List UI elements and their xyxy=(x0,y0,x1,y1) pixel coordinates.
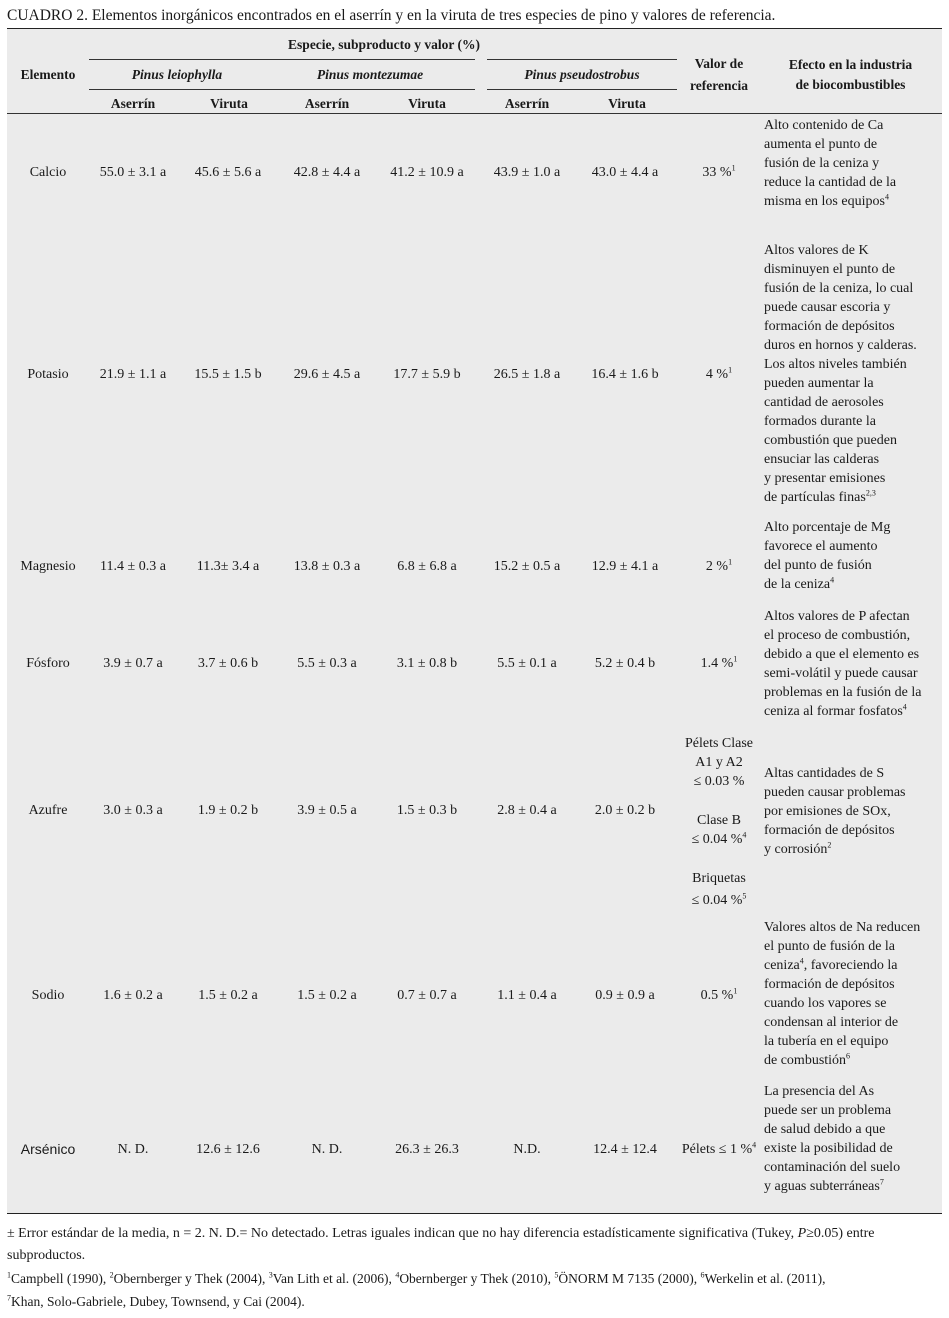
effect-fragment: Alto porcentaje de Mg xyxy=(764,520,891,535)
reference-text: A1 y A2 xyxy=(695,755,743,770)
effect-fragment: cuando los vapores se xyxy=(764,996,887,1011)
header-sub-2: Viruta xyxy=(210,96,248,111)
reference-text: 0.5 % xyxy=(700,988,734,1003)
header-species-1: Pinus leiophylla xyxy=(131,67,223,82)
effect-sup: 4 xyxy=(799,956,804,966)
effect-line xyxy=(764,626,942,645)
header-bottom-rule xyxy=(7,113,942,114)
effect-fragment: contaminación del suelo xyxy=(764,1160,901,1175)
reference-sup: 5 xyxy=(742,891,747,901)
reference-value xyxy=(679,772,759,791)
species-rule-3 xyxy=(487,59,677,60)
effect-fragment: , favoreciendo la xyxy=(803,958,898,973)
effect-sup: 6 xyxy=(846,1051,851,1061)
effect-fragment: ensuciar las calderas xyxy=(764,452,880,467)
reference-sup: 1 xyxy=(728,365,733,375)
species-rule-1 xyxy=(89,59,265,60)
header-element: Elemento xyxy=(20,67,76,82)
value-cell: 1.5 ± 0.2 a xyxy=(297,988,357,1003)
reference-value xyxy=(679,365,759,384)
effect-line xyxy=(764,1013,942,1032)
effect-fragment: formación de depósitos xyxy=(764,319,895,334)
effect-sup: 2 xyxy=(827,840,832,850)
value-cell: 5.2 ± 0.4 b xyxy=(594,656,656,671)
effect-fragment: fusión de la ceniza y xyxy=(764,156,880,171)
effect-fragment: debido a que el elemento es xyxy=(764,647,920,662)
value-cell: 12.6 ± 12.6 xyxy=(196,1142,260,1157)
reference-sup: 1 xyxy=(733,654,738,664)
reference-text: ≤ 0.04 % xyxy=(691,893,743,908)
effect-line xyxy=(764,556,942,575)
value-cell: 55.0 ± 3.1 a xyxy=(99,165,167,180)
reference-value xyxy=(669,1140,769,1159)
effect-line xyxy=(764,994,942,1013)
header-reference-2: referencia xyxy=(690,78,748,93)
value-cell: 2.0 ± 0.2 b xyxy=(594,803,656,818)
reference-value xyxy=(679,811,759,830)
header-group: Especie, subproducto y valor (%) xyxy=(288,37,480,52)
reference-text: 33 % xyxy=(702,165,732,180)
element-name: Calcio xyxy=(29,165,67,180)
effect-fragment: ceniza al formar fosfatos xyxy=(764,704,903,719)
ref-sup: 1 xyxy=(7,1270,11,1280)
ref-text-7: Khan, Solo-Gabriele, Dubey, Townsend, y Cai (2004). xyxy=(11,1294,305,1309)
footnote-stats-cont: subproductos. xyxy=(7,1248,86,1263)
value-cell: 11.4 ± 0.3 a xyxy=(100,559,166,574)
effect-line xyxy=(764,764,942,783)
ref-text: Obernberger y Thek (2004), xyxy=(113,1271,269,1286)
effect-text xyxy=(764,116,942,211)
element-name: Azufre xyxy=(28,803,68,818)
header-reference-1: Valor de xyxy=(694,56,744,71)
reference-text: Clase B xyxy=(697,813,741,828)
effect-fragment: formación de depósitos xyxy=(764,823,895,838)
effect-fragment: pueden causar problemas xyxy=(764,785,906,800)
effect-fragment: misma en los equipos xyxy=(764,194,885,209)
header-sub-6: Viruta xyxy=(608,96,646,111)
footnote-stats-a: ± Error estándar de la media, n = 2. N. D.= No detectado. Letras iguales indican que no hay diferencia estadísticamente significativa (Tukey, xyxy=(7,1226,798,1241)
effect-line xyxy=(764,1032,942,1051)
effect-line xyxy=(764,116,942,135)
effect-line xyxy=(764,1101,942,1120)
value-cell: 1.1 ± 0.4 a xyxy=(497,988,557,1003)
effect-fragment: y presentar emisiones xyxy=(764,471,886,486)
value-cell: 6.8 ± 6.8 a xyxy=(397,559,457,574)
effect-line xyxy=(764,450,942,469)
reference-sup: 1 xyxy=(733,986,738,996)
effect-line xyxy=(764,840,942,859)
reference-value xyxy=(679,986,759,1005)
effect-line xyxy=(764,431,942,450)
effect-line xyxy=(764,645,942,664)
reference-sup: 4 xyxy=(752,1140,757,1150)
effect-text xyxy=(764,607,942,721)
reference-text: Pélets Clase xyxy=(684,736,754,751)
effect-fragment: la tubería en el equipo xyxy=(764,1034,889,1049)
ref-text: Van Lith et al. (2006), xyxy=(272,1271,396,1286)
ref-sup: 6 xyxy=(700,1270,705,1280)
effect-fragment: el punto de fusión de la xyxy=(764,939,896,954)
value-cell: 5.5 ± 0.1 a xyxy=(497,656,557,671)
effect-fragment: favorece el aumento xyxy=(764,539,878,554)
sub-rule-3 xyxy=(487,89,677,90)
header-sub-1: Aserrín xyxy=(110,96,156,111)
value-cell: 11.3± 3.4 a xyxy=(196,559,260,574)
effect-fragment: semi-volátil y puede causar xyxy=(764,666,918,681)
effect-text xyxy=(764,1082,942,1196)
reference-text: 1.4 % xyxy=(700,656,734,671)
effect-fragment: Altos valores de K xyxy=(764,243,869,258)
effect-fragment: el proceso de combustión, xyxy=(764,628,911,643)
sub-rule-2 xyxy=(265,89,475,90)
reference-value xyxy=(679,654,759,673)
value-cell: 43.9 ± 1.0 a xyxy=(493,165,561,180)
effect-line xyxy=(764,702,942,721)
effect-line xyxy=(764,607,942,626)
value-cell: 1.5 ± 0.3 b xyxy=(396,803,458,818)
effect-fragment: fusión de la ceniza, lo cual xyxy=(764,281,914,296)
reference-text: ≤ 0.04 % xyxy=(691,832,743,847)
effect-fragment: y aguas subterráneas xyxy=(764,1179,880,1194)
ref-sup: 2 xyxy=(109,1270,114,1280)
effect-text xyxy=(764,241,942,507)
effect-sup: 2,3 xyxy=(865,488,876,498)
effect-fragment: por emisiones de SOx, xyxy=(764,804,891,819)
effect-text xyxy=(764,918,942,1070)
value-cell: 2.8 ± 0.4 a xyxy=(497,803,557,818)
effect-fragment: puede causar escoria y xyxy=(764,300,891,315)
effect-line xyxy=(764,355,942,374)
value-cell: 3.7 ± 0.6 b xyxy=(197,656,259,671)
effect-line xyxy=(764,683,942,702)
effect-fragment: pueden aumentar la xyxy=(764,376,874,391)
effect-line xyxy=(764,1051,942,1070)
reference-value xyxy=(679,557,759,576)
header-sub-5: Aserrín xyxy=(504,96,550,111)
table-caption: CUADRO 2. Elementos inorgánicos encontrados en el aserrín y en la viruta de tres especies de pino y valores de referencia. xyxy=(7,7,776,24)
effect-line xyxy=(764,1082,942,1101)
effect-fragment: duros en hornos y calderas. xyxy=(764,338,917,353)
effect-fragment: disminuyen el punto de xyxy=(764,262,896,277)
effect-fragment: combustión que pueden xyxy=(764,433,897,448)
value-cell: 3.1 ± 0.8 b xyxy=(396,656,458,671)
header-effect-1: Efecto en la industria xyxy=(788,57,913,72)
effect-line xyxy=(764,918,942,937)
value-cell: 12.9 ± 4.1 a xyxy=(591,559,659,574)
value-cell: N. D. xyxy=(311,1142,343,1157)
effect-line xyxy=(764,664,942,683)
effect-line xyxy=(764,469,942,488)
effect-fragment: reduce la cantidad de la xyxy=(764,175,897,190)
effect-fragment: problemas en la fusión de la xyxy=(764,685,922,700)
element-name: Fósforo xyxy=(26,656,70,671)
effect-line xyxy=(764,975,942,994)
ref-sup: 3 xyxy=(268,1270,273,1280)
reference-value xyxy=(679,869,759,888)
species-rule-2 xyxy=(265,59,475,60)
element-name: Sodio xyxy=(31,988,65,1003)
header-species-2: Pinus montezumae xyxy=(316,67,424,82)
effect-sup: 4 xyxy=(884,192,889,202)
effect-line xyxy=(764,241,942,260)
reference-value xyxy=(679,830,759,849)
effect-line xyxy=(764,154,942,173)
effect-line xyxy=(764,488,942,507)
reference-text: 4 % xyxy=(705,367,729,382)
footnote-p: P xyxy=(797,1226,807,1241)
effect-line xyxy=(764,298,942,317)
value-cell: 41.2 ± 10.9 a xyxy=(390,165,464,180)
value-cell: N.D. xyxy=(513,1142,541,1157)
header-sub-3: Aserrín xyxy=(304,96,350,111)
value-cell: 1.6 ± 0.2 a xyxy=(103,988,163,1003)
effect-fragment: Alto contenido de Ca xyxy=(764,118,884,133)
effect-line xyxy=(764,821,942,840)
effect-line xyxy=(764,317,942,336)
effect-fragment: aumenta el punto de xyxy=(764,137,878,152)
value-cell: 3.9 ± 0.7 a xyxy=(103,656,163,671)
effect-text xyxy=(764,518,942,594)
effect-line xyxy=(764,1120,942,1139)
header-species-3: Pinus pseudostrobus xyxy=(524,67,640,82)
value-cell: 15.5 ± 1.5 b xyxy=(194,367,262,382)
reference-text: 2 % xyxy=(705,559,729,574)
footnote-references xyxy=(7,1267,947,1291)
ref-sup: 4 xyxy=(395,1270,400,1280)
effect-line xyxy=(764,956,942,975)
ref-text: Werkelin et al. (2011), xyxy=(704,1271,826,1286)
effect-line xyxy=(764,518,942,537)
reference-value xyxy=(679,163,759,182)
reference-text: Pélets ≤ 1 % xyxy=(681,1142,753,1157)
value-cell: 0.7 ± 0.7 a xyxy=(397,988,457,1003)
footnote-stats-b: ≥0.05) entre xyxy=(806,1226,875,1241)
effect-fragment: Altas cantidades de S xyxy=(764,766,885,781)
value-cell: 42.8 ± 4.4 a xyxy=(293,165,361,180)
effect-fragment: La presencia del As xyxy=(764,1084,875,1099)
effect-fragment: formación de depósitos xyxy=(764,977,895,992)
value-cell: 1.9 ± 0.2 b xyxy=(197,803,259,818)
element-name: Arsénico xyxy=(20,1141,76,1157)
effect-line xyxy=(764,937,942,956)
reference-text: ≤ 0.03 % xyxy=(693,774,745,789)
value-cell: 5.5 ± 0.3 a xyxy=(297,656,357,671)
value-cell: 16.4 ± 1.6 b xyxy=(591,367,659,382)
effect-line xyxy=(764,135,942,154)
effect-fragment: de combustión xyxy=(764,1053,847,1068)
footnote-stats xyxy=(7,1222,947,1246)
effect-line xyxy=(764,1139,942,1158)
element-name: Potasio xyxy=(27,367,69,382)
value-cell: 17.7 ± 5.9 b xyxy=(393,367,461,382)
effect-line xyxy=(764,412,942,431)
effect-fragment: de partículas finas xyxy=(764,490,866,505)
effect-fragment: Los altos niveles también xyxy=(764,357,907,372)
effect-line xyxy=(764,173,942,192)
effect-sup: 7 xyxy=(879,1177,884,1187)
effect-fragment: formados durante la xyxy=(764,414,876,429)
data-table xyxy=(7,28,942,1214)
header-effect-2: de biocombustibles xyxy=(795,77,906,92)
value-cell: 3.0 ± 0.3 a xyxy=(103,803,163,818)
effect-line xyxy=(764,1177,942,1196)
reference-sup: 1 xyxy=(728,557,733,567)
effect-line xyxy=(764,575,942,594)
effect-text xyxy=(764,764,942,859)
value-cell: 26.5 ± 1.8 a xyxy=(493,367,561,382)
effect-line xyxy=(764,279,942,298)
value-cell: 45.6 ± 5.6 a xyxy=(194,165,262,180)
ref-text: ÖNORM M 7135 (2000), xyxy=(558,1271,701,1286)
reference-value xyxy=(679,891,759,910)
sub-rule-1 xyxy=(89,89,265,90)
value-cell: 13.8 ± 0.3 a xyxy=(293,559,361,574)
effect-fragment: Valores altos de Na reducen xyxy=(764,920,921,935)
ref-sup-7: 7 xyxy=(7,1293,11,1303)
effect-line xyxy=(764,336,942,355)
value-cell: 15.2 ± 0.5 a xyxy=(493,559,561,574)
value-cell: 3.9 ± 0.5 a xyxy=(297,803,357,818)
effect-line xyxy=(764,1158,942,1177)
value-cell: 21.9 ± 1.1 a xyxy=(99,367,167,382)
effect-line xyxy=(764,374,942,393)
ref-text: Obernberger y Thek (2010), xyxy=(399,1271,555,1286)
reference-value xyxy=(679,734,759,753)
effect-line xyxy=(764,783,942,802)
value-cell: 29.6 ± 4.5 a xyxy=(293,367,361,382)
effect-line xyxy=(764,393,942,412)
effect-fragment: cantidad de aerosoles xyxy=(764,395,884,410)
reference-sup: 1 xyxy=(731,163,736,173)
effect-line xyxy=(764,802,942,821)
effect-sup: 4 xyxy=(830,575,835,585)
effect-line xyxy=(764,260,942,279)
value-cell: 26.3 ± 26.3 xyxy=(395,1142,459,1157)
reference-sup: 4 xyxy=(742,830,747,840)
effect-fragment: del punto de fusión xyxy=(764,558,872,573)
element-name: Magnesio xyxy=(20,559,76,574)
effect-sup: 4 xyxy=(902,702,907,712)
header-sub-4: Viruta xyxy=(408,96,446,111)
value-cell: 0.9 ± 0.9 a xyxy=(595,988,655,1003)
reference-value xyxy=(679,753,759,772)
effect-fragment: y corrosión xyxy=(764,842,828,857)
value-cell: 43.0 ± 4.4 a xyxy=(591,165,659,180)
ref-sup: 5 xyxy=(554,1270,559,1280)
effect-fragment: puede ser un problema xyxy=(764,1103,892,1118)
effect-fragment: condensan al interior de xyxy=(764,1015,899,1030)
reference-text: Briquetas xyxy=(692,871,746,886)
effect-fragment: Altos valores de P afectan xyxy=(764,609,910,624)
ref-text: Campbell (1990), xyxy=(11,1271,110,1286)
effect-fragment: ceniza xyxy=(764,958,800,973)
footnote-references-cont xyxy=(7,1290,947,1314)
value-cell: 1.5 ± 0.2 a xyxy=(198,988,258,1003)
effect-fragment: de salud debido a que xyxy=(764,1122,886,1137)
value-cell: 12.4 ± 12.4 xyxy=(593,1142,657,1157)
effect-fragment: existe la posibilidad de xyxy=(764,1141,893,1156)
value-cell: N. D. xyxy=(117,1142,149,1157)
effect-fragment: de la ceniza xyxy=(764,577,831,592)
effect-line xyxy=(764,192,942,211)
effect-line xyxy=(764,537,942,556)
